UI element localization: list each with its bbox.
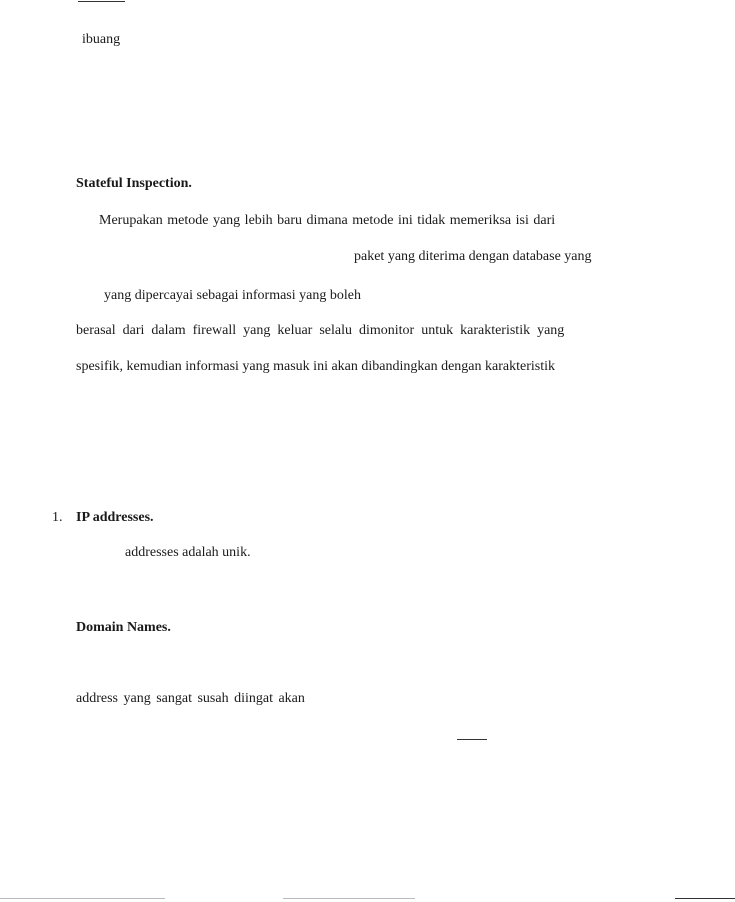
section-heading-domain-names: Domain Names. (76, 620, 171, 635)
text-line: spesifik, kemudian informasi yang masuk ini akan dibandingkan dengan karakteristik (76, 359, 555, 374)
text-line: paket yang diterima dengan database yang (354, 249, 592, 264)
top-rule (78, 1, 125, 2)
bottom-speckle-left (0, 898, 165, 899)
text-line: ibuang (82, 32, 121, 47)
bottom-speckle-middle (283, 898, 415, 899)
bottom-rule-right (675, 898, 735, 899)
list-item-title-ip-addresses: IP addresses. (76, 510, 154, 525)
text-line: yang dipercayai sebagai informasi yang boleh (104, 288, 361, 303)
text-line: Merupakan metode yang lebih baru dimana metode ini tidak memeriksa isi dari (99, 213, 556, 228)
text-line: address yang sangat susah diingat akan (76, 691, 305, 706)
text-line: berasal dari dalam firewall yang keluar selalu dimonitor untuk karakteristik yang (76, 323, 565, 338)
section-heading-stateful-inspection: Stateful Inspection. (76, 176, 192, 191)
mid-rule (457, 739, 487, 740)
list-item-number: 1. (52, 510, 63, 525)
text-line: addresses adalah unik. (125, 545, 251, 560)
